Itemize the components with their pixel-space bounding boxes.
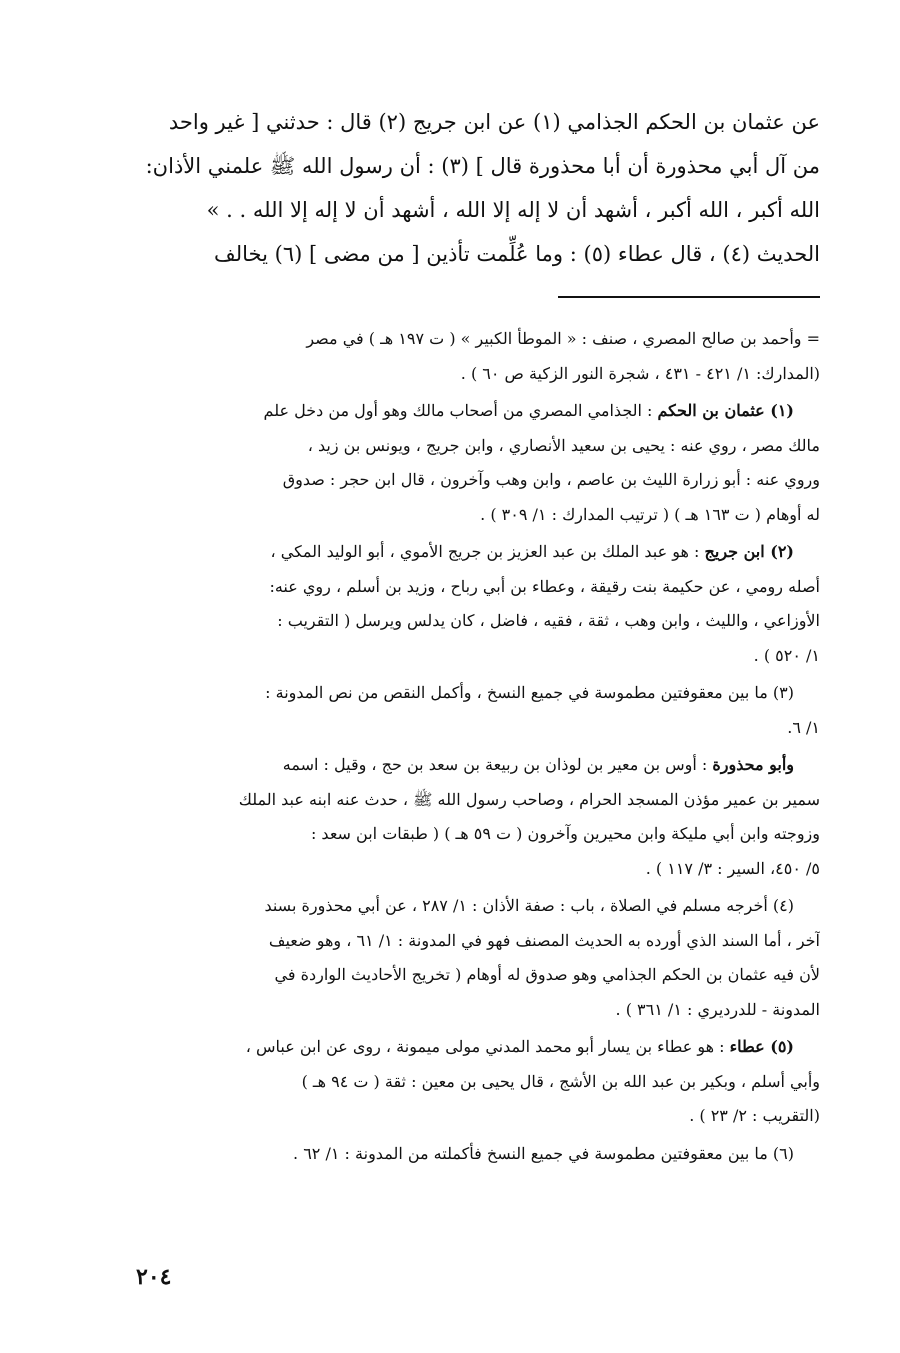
footnote-2: (٢) ابن جريج : هو عبد الملك بن عبد العزيز بن جريج الأموي ، أبو الوليد المكي ، أصله رومي ، عن حكيمة بنت رقيقة ، وعطاء بن أبي رباح ، وزيد بن أسلم ، روي عنه: الأوزاعي ، والليث ، وابن وهب ، ثقة ، فقيه ، فاضل ، كان يدلس ويرسل ( التقريب : ١/ ٥٢٠ ) . bbox=[269, 542, 820, 665]
page-content bbox=[78, 100, 820, 1171]
footnote-4: (٤) أخرجه مسلم في الصلاة ، باب : صفة الأذان : ١/ ٢٨٧ ، عن أبي محذورة بسند آخر ، أما السند الذي أورده به الحديث المصنف فهو في المدونة : ١/ ٦١ ، وهو ضعيف لأن فيه عثمان بن الحكم الجذامي وهو صدوق له أوهام ( تخريج الأحاديث الواردة في المدونة - للدرديري : ١/ ٣٦١ ) . bbox=[264, 896, 820, 1019]
footnote-separator bbox=[558, 296, 820, 298]
footnote-continuation: = وأحمد بن صالح المصري ، صنف : « الموطأ الكبير » ( ت ١٩٧ هـ ) في مصر (المدارك: ١/ ٤٢١ - ٤٣١ ، شجرة النور الزكية ص ٦٠ ) . bbox=[306, 329, 820, 383]
footnote-head: وأبو محذورة bbox=[712, 755, 794, 774]
main-line: عن عثمان بن الحكم الجذامي (١) عن ابن جريج (٢) قال : حدثني [ غير واحد bbox=[168, 110, 820, 134]
main-line: من آل أبي محذورة أن أبا محذورة قال ] (٣) : أن رسول الله ﷺ علمني الأذان: bbox=[145, 154, 820, 178]
footnote-3: (٣) ما بين معقوفتين مطموسة في جميع النسخ ، وأكمل النقص من نص المدونة : ١/ ٦. bbox=[265, 683, 820, 737]
page-number: ٢٠٤ bbox=[136, 1264, 172, 1290]
main-line: الله أكبر ، الله أكبر ، أشهد أن لا إله إلا الله ، أشهد أن لا إله إلا الله . . » bbox=[206, 198, 820, 222]
footnote-1: (١) عثمان بن الحكم : الجذامي المصري من أصحاب مالك وهو أول من دخل علم مالك مصر ، روي عنه : يحيى بن سعيد الأنصاري ، وابن جريج ، ويونس بن زيد ، وروي عنه : أبو زرارة الليث بن عاصم ، وابن وهب وآخرون ، قال ابن حجر : صدوق له أوهام ( ت ١٦٣ هـ ) ( ترتيب المدارك : ١/ ٣٠٩ ) . bbox=[263, 401, 820, 524]
footnote-6: (٦) ما بين معقوفتين مطموسة في جميع النسخ فأكملته من المدونة : ١/ ٦٢ . bbox=[293, 1143, 794, 1163]
footnote-5: (٥) عطاء : هو عطاء بن يسار أبو محمد المدني مولى ميمونة ، روى عن ابن عباس ، وأبي أسلم ، وبكير بن عبد الله بن الأشج ، قال يحيى بن معين : ثقة ( ت ٩٤ هـ ) (التقريب : ٢/ ٢٣ ) . bbox=[245, 1037, 820, 1125]
main-text bbox=[78, 100, 820, 276]
main-line: الحديث (٤) ، قال عطاء (٥) : وما عُلِّمت تأذين [ من مضى ] (٦) يخالف bbox=[214, 242, 820, 266]
footnote-3-addendum: وأبو محذورة : أوس بن معير بن لوذان بن ربيعة بن سعد بن حج ، وقيل : اسمه سمير بن عمير مؤذن المسجد الحرام ، وصاحب رسول الله ﷺ ، حدث عنه ابنه عبد الملك وزوجته وابن أبي مليكة وابن محيرين وآخرون ( ت ٥٩ هـ ) ( طبقات ابن سعد : ٥/ ٤٥٠، السير : ٣/ ١١٧ ) . bbox=[238, 755, 820, 878]
footnote-head: (٥) عطاء bbox=[729, 1037, 794, 1056]
footnote-head: (٢) ابن جريج bbox=[704, 542, 794, 561]
footnote-head: (١) عثمان بن الحكم bbox=[657, 401, 794, 420]
